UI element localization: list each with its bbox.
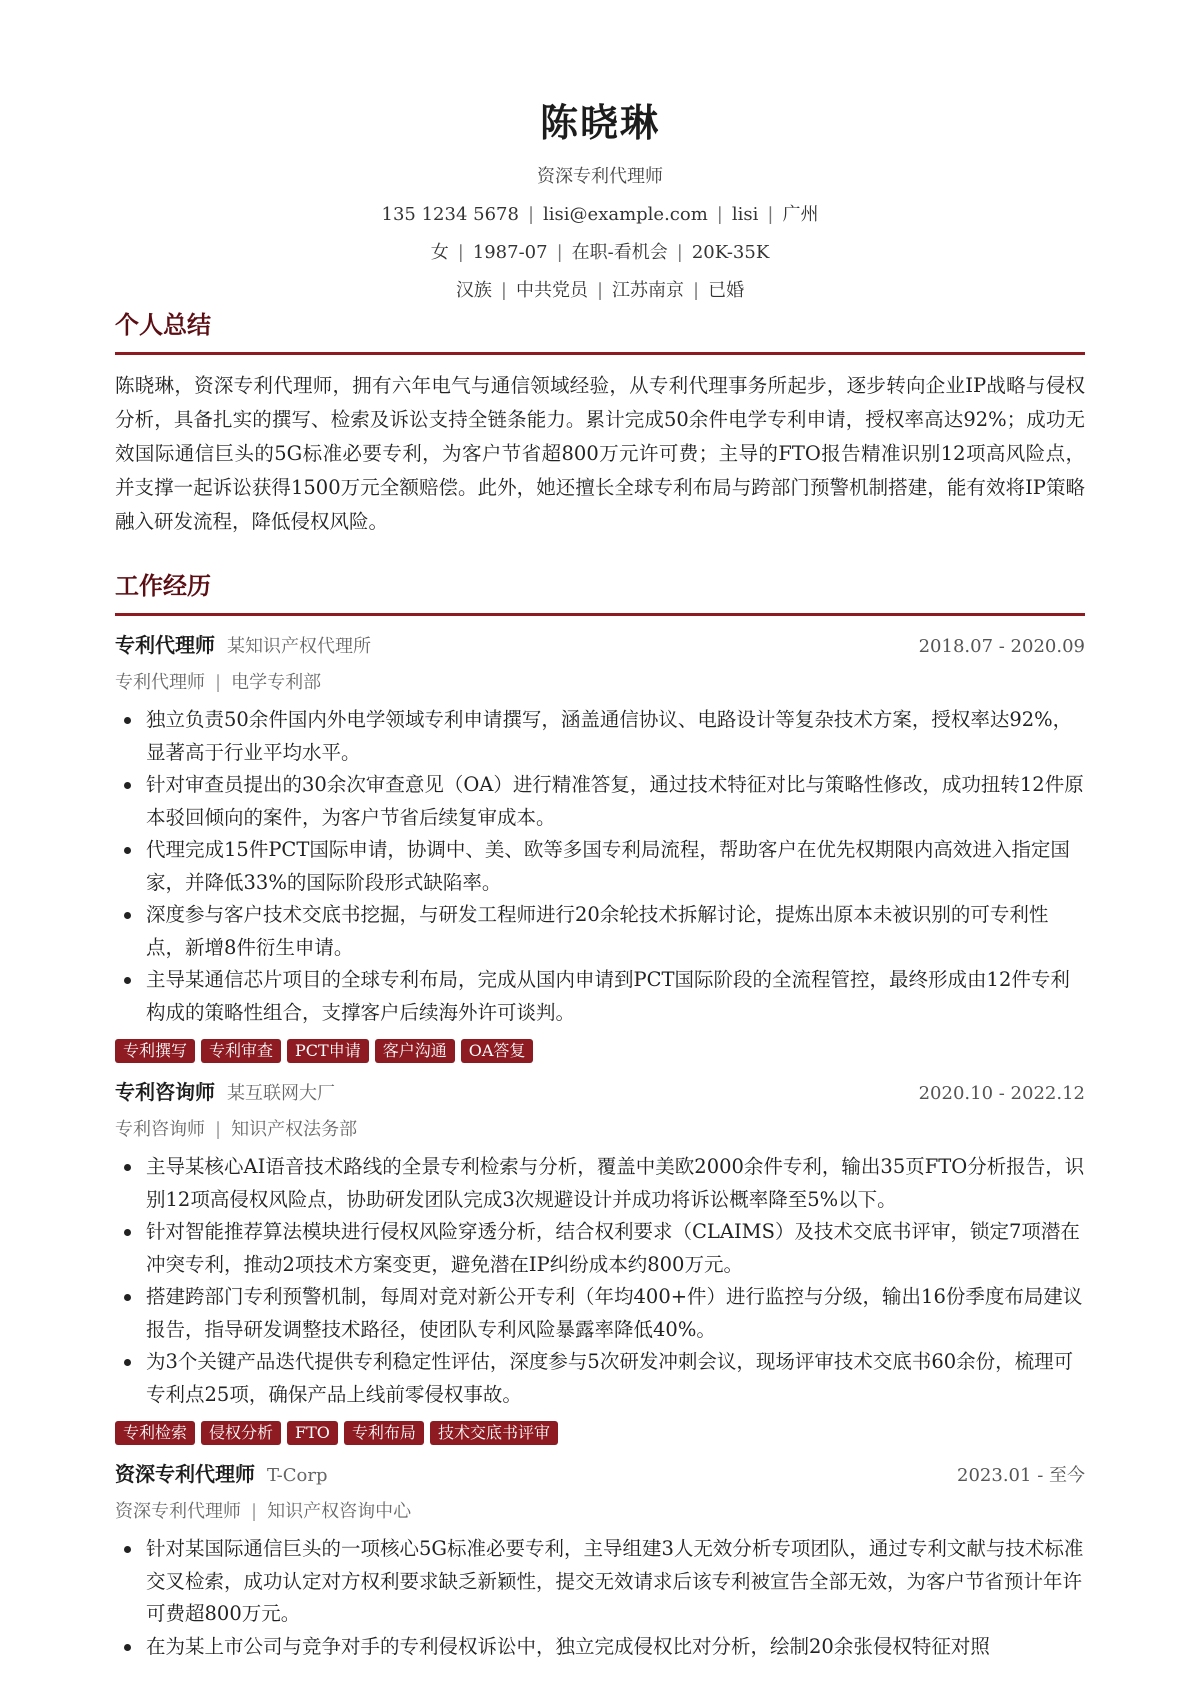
city: 广州 <box>782 204 819 225</box>
ethnicity: 汉族 <box>455 280 492 301</box>
job-position: 专利代理师 <box>115 672 205 693</box>
candidate-title: 资深专利代理师 <box>537 166 663 187</box>
job-position: 资深专利代理师 <box>115 1501 241 1522</box>
skill-tag: 技术交底书评审 <box>430 1421 558 1445</box>
job-department: 知识产权咨询中心 <box>267 1501 412 1522</box>
candidate-name: 陈晓琳 <box>539 100 660 145</box>
experience-section <box>115 569 1085 1663</box>
hometown: 江苏南京 <box>612 280 685 301</box>
job-department: 电学专利部 <box>231 672 322 693</box>
skill-tag: PCT申请 <box>287 1039 369 1063</box>
job-company: 某互联网大厂 <box>227 1083 335 1104</box>
skill-tag: OA答复 <box>461 1039 534 1063</box>
skill-tag: 专利撰写 <box>115 1039 195 1063</box>
list-item: 深度参与客户技术交底书挖掘，与研发工程师进行20余轮技术拆解讨论，提炼出原本未被识别的可专利性点，新增8件衍生申请。 <box>115 899 1085 964</box>
wechat: lisi <box>731 204 759 225</box>
job-department: 知识产权法务部 <box>231 1119 358 1140</box>
job-date: 2020.10 - 2022.12 <box>918 1083 1085 1104</box>
personal-line: 女 | 1987-07 | 在职-看机会 | 20K-35K <box>430 242 770 263</box>
job-role: 专利咨询师 <box>115 1080 215 1104</box>
job-entry: 资深专利代理师 T-Corp 2023.01 - 至今 资深专利代理师 | 知识产权咨询中心 针对某国际通信巨头的一项核心5G标准必要专利，主导组建3人无效分析专项团队，通过专利文献与技术标准交叉检索，成功认定对方权利要求缺乏新颖性，提交无效请求后该专利被宣告全部无效，为客户节省预计年许可费超800万元。 在为某上市公司与竞争对手的专利侵权诉讼中，独立完成侵权比对分析，绘制20余张侵权特征对照 <box>115 1459 1085 1663</box>
summary-section <box>115 308 1085 539</box>
job-role: 资深专利代理师 <box>115 1462 255 1486</box>
skill-tag: 专利布局 <box>344 1421 424 1445</box>
job-date: 2023.01 - 至今 <box>957 1465 1085 1486</box>
email: lisi@example.com <box>543 204 708 225</box>
salary: 20K-35K <box>691 242 770 263</box>
list-item: 代理完成15件PCT国际申请，协调中、美、欧等多国专利局流程，帮助客户在优先权期限内高效进入指定国家，并降低33%的国际阶段形式缺陷率。 <box>115 834 1085 899</box>
job-entry: 专利咨询师 某互联网大厂 2020.10 - 2022.12 专利咨询师 | 知识产权法务部 主导某核心AI语音技术路线的全景专利检索与分析，覆盖中美欧2000余件专利，输出35页FTO分析报告，识别12项高侵权风险点，协助研发团队完成3次规避设计并成功将诉讼概率降至5%以下。 针对智能推荐算法模块进行侵权风险穿透分析，结合权利要求（CLAIMS）及技术交底书评审，锁定7项潜在冲突专利，推动2项技术方案变更，避免潜在IP纠纷成本约800万元。 搭建跨部门专利预警机制，每周对竞对新公开专利（年均400+件）进行监控与分级，输出16份季度布局建议报告，指导研发调整技术路径，使团队专利风险暴露率降低40%。 为3个关键产品迭代提供专利稳定性评估，深度参与5次研发冲刺会议，现场评审技术交底书60余份，梳理可专利点25项，确保产品上线前零侵权事故。 专利检索 侵权分析 FTO 专利布局 技术交底书评审 <box>115 1077 1085 1445</box>
resume-header <box>115 0 1085 304</box>
summary-heading: 个人总结 <box>115 308 1085 355</box>
summary-text: 陈晓琳，资深专利代理师，拥有六年电气与通信领域经验，从专利代理事务所起步，逐步转向企业IP战略与侵权分析，具备扎实的撰写、检索及诉讼支持全链条能力。累计完成50余件电学专利申请，授权率高达92%；成功无效国际通信巨头的5G标准必要专利，为客户节省超800万元许可费；主导的FTO报告精准识别12项高风险点，并支撑一起诉讼获得1500万元全额赔偿。此外，她还擅长全球专利布局与跨部门预警机制搭建，能有效将IP策略融入研发流程，降低侵权风险。 <box>115 374 1085 533</box>
gender: 女 <box>430 242 449 263</box>
skill-tags <box>115 1039 1085 1063</box>
job-position: 专利咨询师 <box>115 1119 205 1140</box>
job-bullets <box>115 1533 1085 1663</box>
job-entry: 专利代理师 某知识产权代理所 2018.07 - 2020.09 专利代理师 | 电学专利部 独立负责50余件国内外电学领域专利申请撰写，涵盖通信协议、电路设计等复杂技术方案，授权率达92%，显著高于行业平均水平。 针对审查员提出的30余次审查意见（OA）进行精准答复，通过技术特征对比与策略性修改，成功扭转12件原本驳回倾向的案件，为客户节省后续复审成本。 代理完成15件PCT国际申请，协调中、美、欧等多国专利局流程，帮助客户在优先权期限内高效进入指定国家，并降低33%的国际阶段形式缺陷率。 深度参与客户技术交底书挖掘，与研发工程师进行20余轮技术拆解讨论，提炼出原本未被识别的可专利性点，新增8件衍生申请。 主导某通信芯片项目的全球专利布局，完成从国内申请到PCT国际阶段的全流程管控，最终形成由12件专利构成的策略性组合，支撑客户后续海外许可谈判。 专利撰写 专利审查 PCT申请 客户沟通 OA答复 <box>115 630 1085 1063</box>
job-date: 2018.07 - 2020.09 <box>918 636 1085 657</box>
list-item: 主导某核心AI语音技术路线的全景专利检索与分析，覆盖中美欧2000余件专利，输出35页FTO分析报告，识别12项高侵权风险点，协助研发团队完成3次规避设计并成功将诉讼概率降至5%以下。 <box>115 1151 1085 1216</box>
skill-tags <box>115 1421 1085 1445</box>
skill-tag: FTO <box>287 1421 338 1445</box>
list-item: 搭建跨部门专利预警机制，每周对竞对新公开专利（年均400+件）进行监控与分级，输出16份季度布局建议报告，指导研发调整技术路径，使团队专利风险暴露率降低40%。 <box>115 1281 1085 1346</box>
job-company: 某知识产权代理所 <box>227 636 371 657</box>
list-item: 为3个关键产品迭代提供专利稳定性评估，深度参与5次研发冲刺会议，现场评审技术交底书60余份，梳理可专利点25项，确保产品上线前零侵权事故。 <box>115 1346 1085 1411</box>
marital-status: 已婚 <box>708 280 745 301</box>
job-company: T-Corp <box>267 1465 328 1486</box>
skill-tag: 侵权分析 <box>201 1421 281 1445</box>
skill-tag: 客户沟通 <box>375 1039 455 1063</box>
job-status: 在职-看机会 <box>571 242 668 263</box>
job-role: 专利代理师 <box>115 633 215 657</box>
list-item: 在为某上市公司与竞争对手的专利侵权诉讼中，独立完成侵权比对分析，绘制20余张侵权特征对照 <box>115 1631 1085 1664</box>
job-bullets <box>115 1151 1085 1411</box>
list-item: 针对智能推荐算法模块进行侵权风险穿透分析，结合权利要求（CLAIMS）及技术交底书评审，锁定7项潜在冲突专利，推动2项技术方案变更，避免潜在IP纠纷成本约800万元。 <box>115 1216 1085 1281</box>
contact-line: 135 1234 5678 | lisi@example.com | lisi | 广州 <box>381 204 819 225</box>
background-line: 汉族 | 中共党员 | 江苏南京 | 已婚 <box>455 280 745 301</box>
experience-heading: 工作经历 <box>115 569 1085 616</box>
list-item: 独立负责50余件国内外电学领域专利申请撰写，涵盖通信协议、电路设计等复杂技术方案，授权率达92%，显著高于行业平均水平。 <box>115 704 1085 769</box>
phone: 135 1234 5678 <box>381 204 519 225</box>
list-item: 针对审查员提出的30余次审查意见（OA）进行精准答复，通过技术特征对比与策略性修改，成功扭转12件原本驳回倾向的案件，为客户节省后续复审成本。 <box>115 769 1085 834</box>
list-item: 主导某通信芯片项目的全球专利布局，完成从国内申请到PCT国际阶段的全流程管控，最终形成由12件专利构成的策略性组合，支撑客户后续海外许可谈判。 <box>115 964 1085 1029</box>
job-bullets <box>115 704 1085 1029</box>
skill-tag: 专利审查 <box>201 1039 281 1063</box>
political-status: 中共党员 <box>515 280 588 301</box>
list-item: 针对某国际通信巨头的一项核心5G标准必要专利，主导组建3人无效分析专项团队，通过专利文献与技术标准交叉检索，成功认定对方权利要求缺乏新颖性，提交无效请求后该专利被宣告全部无效，为客户节省预计年许可费超800万元。 <box>115 1533 1085 1631</box>
birth-date: 1987-07 <box>472 242 548 263</box>
skill-tag: 专利检索 <box>115 1421 195 1445</box>
